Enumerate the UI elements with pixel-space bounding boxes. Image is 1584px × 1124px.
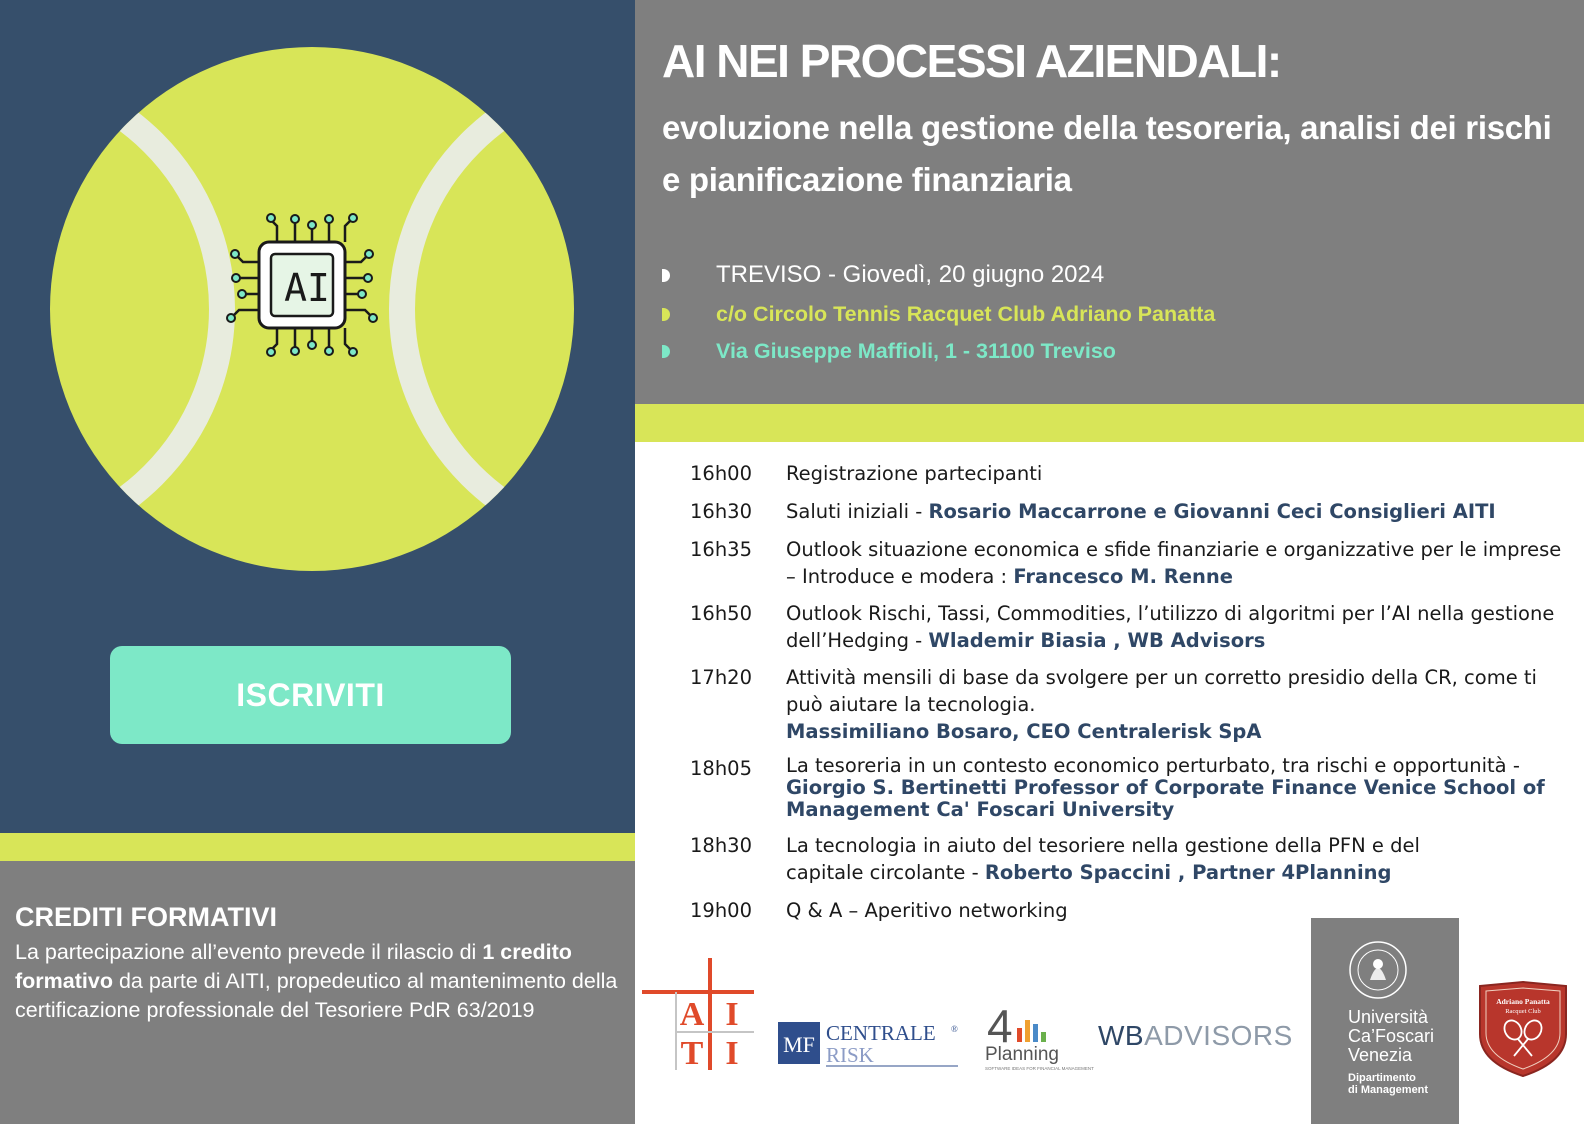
mf-line2: RISK bbox=[826, 1043, 874, 1067]
left-divider-stripe bbox=[0, 833, 635, 861]
header-divider-stripe bbox=[635, 404, 1584, 442]
agenda-text: Outlook situazione economica e sfide finanziarie e organizzative per le imprese – Introduce e modera : bbox=[786, 538, 1562, 588]
agenda-text: La tesoreria in un contesto economico perturbato, tra rischi e opportunità - bbox=[786, 754, 1520, 777]
credits-title: CREDITI FORMATIVI bbox=[15, 902, 277, 932]
centrale-risk-logo bbox=[778, 1018, 960, 1070]
agenda-text: Attività mensili di base da svolgere per un corretto presidio della CR, come ti può aiutare la tecnologia. bbox=[786, 666, 1537, 716]
agenda-time: 16h30 bbox=[690, 500, 752, 523]
agenda-text: Outlook Rischi, Tassi, Commodities, l’utilizzo di algoritmi per l’AI nella gestione dell’Hedging - bbox=[786, 602, 1555, 652]
racquet-line1: Adriano Panatta bbox=[1496, 997, 1550, 1006]
bullet-icon bbox=[662, 269, 670, 282]
ca-foscari-dept-2: di Management bbox=[1348, 1084, 1429, 1096]
event-venue-text: c/o Circolo Tennis Racquet Club Adriano Panatta bbox=[716, 302, 1216, 326]
racquet-club-logo bbox=[1476, 980, 1570, 1078]
tennis-ball-ai-illustration bbox=[47, 44, 577, 574]
agenda-time: 19h00 bbox=[690, 899, 752, 922]
agenda-text: Saluti iniziali - bbox=[786, 500, 929, 523]
event-venue bbox=[662, 302, 1215, 327]
agenda-speaker: Francesco M. Renne bbox=[1013, 565, 1234, 588]
bullet-icon bbox=[662, 308, 670, 321]
event-address-text: Via Giuseppe Maffioli, 1 - 31100 Treviso bbox=[716, 339, 1116, 363]
wb-bold: WB bbox=[1098, 1020, 1145, 1051]
credits-text-2: da parte di AITI, propedeutico al mantenimento della certificazione professionale del Tesoriere PdR 63/2019 bbox=[15, 969, 618, 1022]
agenda-speaker: Rosario Maccarrone e Giovanni Ceci Consiglieri AITI bbox=[928, 500, 1496, 523]
event-date bbox=[662, 261, 1104, 289]
agenda-time: 16h00 bbox=[690, 462, 752, 485]
agenda-speaker: Wlademir Biasia , WB Advisors bbox=[928, 629, 1266, 652]
planning-word: Planning bbox=[985, 1044, 1059, 1065]
event-date-text: TREVISO - Giovedì, 20 giugno 2024 bbox=[716, 261, 1105, 288]
agenda-text: Registrazione partecipanti bbox=[786, 462, 1043, 485]
planning-tagline: SOFTWARE IDEAS FOR FINANCIAL MANAGEMENT bbox=[985, 1066, 1094, 1071]
ca-foscari-dept-1: Dipartimento bbox=[1348, 1072, 1416, 1084]
mf-line1: CENTRALE bbox=[826, 1021, 936, 1045]
agenda-time: 17h20 bbox=[690, 666, 752, 689]
4planning-logo bbox=[985, 998, 1094, 1082]
agenda-speaker: Massimiliano Bosaro, CEO Centralerisk SpA bbox=[786, 720, 1262, 743]
agenda-text: Q & A – Aperitivo networking bbox=[786, 899, 1068, 922]
racquet-line2: Racquet Club bbox=[1505, 1008, 1541, 1015]
aiti-letter-i2: I bbox=[725, 1035, 739, 1072]
mf-registered: ® bbox=[951, 1024, 958, 1034]
agenda-text: La tecnologia in aiuto del tesoriere nella gestione della PFN e del capitale circolante - bbox=[786, 834, 1420, 884]
aiti-letter-t: T bbox=[680, 1035, 704, 1072]
credits-text-1: La partecipazione all’evento prevede il rilascio di bbox=[15, 940, 483, 964]
aiti-logo bbox=[642, 958, 754, 1070]
agenda-speaker: Roberto Spaccini , Partner 4Planning bbox=[984, 861, 1392, 884]
agenda-time: 18h30 bbox=[690, 834, 752, 857]
event-subtitle: evoluzione nella gestione della tesoreria, analisi dei rischi e pianificazione finanziaria bbox=[662, 109, 1552, 198]
agenda-speaker: Giorgio S. Bertinetti Professor of Corporate Finance Venice School of Management Ca' Foscari University bbox=[786, 776, 1545, 821]
register-button[interactable]: ISCRIVITI bbox=[110, 646, 511, 744]
ca-foscari-name-3: Venezia bbox=[1348, 1045, 1413, 1065]
credits-text-bold: 1 credito formativo bbox=[15, 940, 572, 993]
wb-advisors-logo bbox=[1098, 1020, 1293, 1052]
ca-foscari-name bbox=[1348, 1008, 1434, 1065]
ca-foscari-dept bbox=[1348, 1072, 1428, 1096]
agenda-time: 16h50 bbox=[690, 602, 752, 625]
planning-digit: 4 bbox=[987, 1000, 1013, 1052]
event-address bbox=[662, 339, 1116, 364]
bullet-icon bbox=[662, 345, 670, 358]
wb-light: ADVISORS bbox=[1144, 1020, 1293, 1051]
aiti-letter-i: I bbox=[725, 996, 739, 1033]
agenda-time: 18h05 bbox=[690, 757, 752, 780]
event-title: AI NEI PROCESSI AZIENDALI: bbox=[662, 35, 1281, 87]
agenda-time: 16h35 bbox=[690, 538, 752, 561]
mf-mark: MF bbox=[783, 1032, 815, 1057]
aiti-letter-a: A bbox=[679, 996, 705, 1033]
chip-label: AI bbox=[284, 266, 330, 310]
ca-foscari-seal-icon bbox=[1348, 940, 1408, 1000]
credits-text bbox=[15, 938, 625, 1025]
ca-foscari-name-2: Ca’Foscari bbox=[1348, 1026, 1435, 1046]
ca-foscari-logo bbox=[1311, 918, 1459, 1124]
ca-foscari-name-1: Università bbox=[1348, 1007, 1429, 1027]
